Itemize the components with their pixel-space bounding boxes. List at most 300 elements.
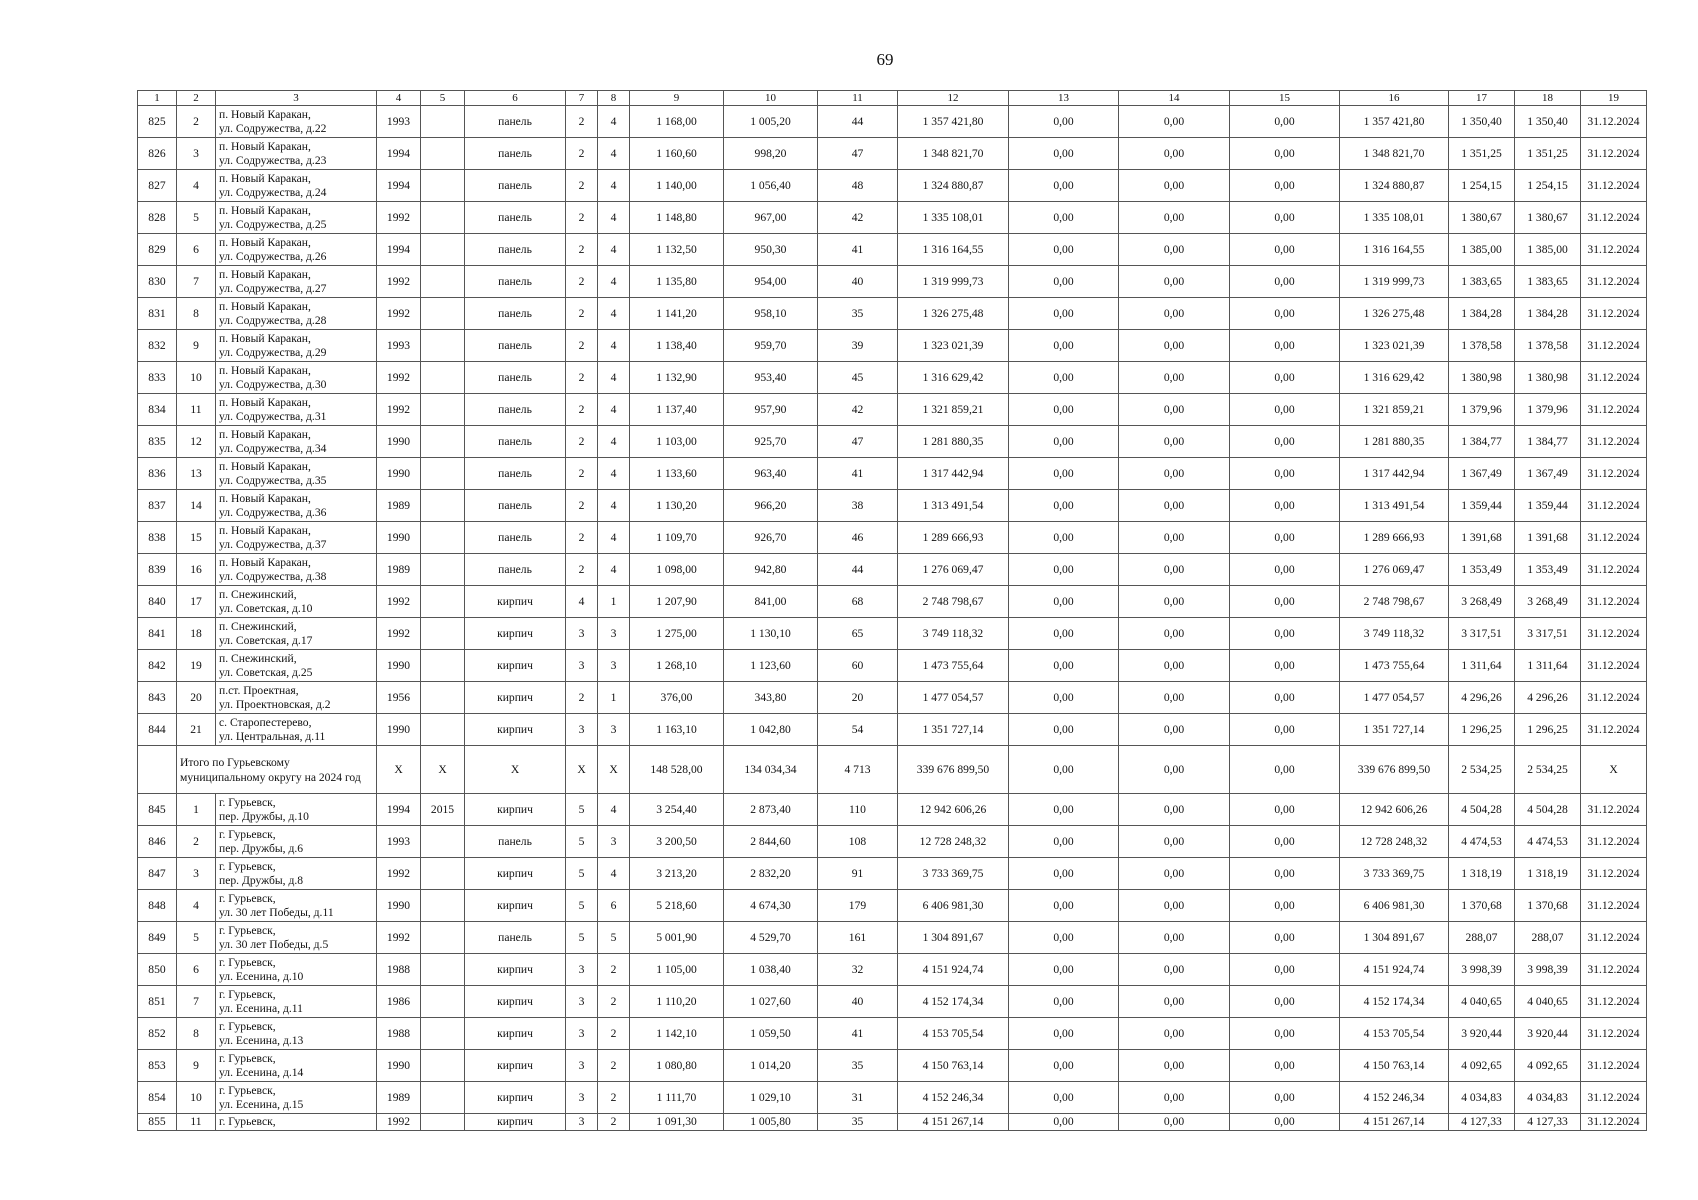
floors-cell: 2	[566, 330, 598, 362]
address-street: пер. Дружбы, д.6	[219, 841, 304, 855]
row-index-cell: 8	[177, 298, 216, 330]
wall-material-cell: кирпич	[465, 954, 566, 986]
year-built-cell: 1992	[377, 202, 421, 234]
year-built-cell: 1989	[377, 554, 421, 586]
address-cell	[216, 858, 377, 890]
residents-cell: 46	[818, 522, 898, 554]
max-unit-cost-cell: 4 474,53	[1515, 826, 1581, 858]
max-unit-cost-cell: 1 350,40	[1515, 106, 1581, 138]
total-value-cell: 0,00	[1119, 746, 1230, 794]
row-number-cell: 850	[138, 954, 177, 986]
residents-cell: 40	[818, 986, 898, 1018]
floors-cell: 3	[566, 1018, 598, 1050]
unit-cost-cell: 4 092,65	[1449, 1050, 1515, 1082]
living-area-cell: 1 042,80	[724, 714, 818, 746]
unit-cost-cell: 1 385,00	[1449, 234, 1515, 266]
row-index-cell: 11	[177, 394, 216, 426]
row-number-cell: 834	[138, 394, 177, 426]
table-row	[138, 986, 1647, 1018]
total-cost-cell: 1 276 069,47	[898, 554, 1009, 586]
row-number-cell: 854	[138, 1082, 177, 1114]
floors-cell: 2	[566, 202, 598, 234]
empty-cell	[138, 746, 177, 794]
deadline-cell: 31.12.2024	[1581, 922, 1647, 954]
living-area-cell: 343,80	[724, 682, 818, 714]
year-commissioned-cell	[421, 426, 465, 458]
table-row	[138, 554, 1647, 586]
row-number-cell: 845	[138, 794, 177, 826]
wall-material-cell: панель	[465, 106, 566, 138]
living-area-cell: 1 038,40	[724, 954, 818, 986]
row-index-cell: 20	[177, 682, 216, 714]
regional-cost-cell: 0,00	[1119, 650, 1230, 682]
row-number-cell: 842	[138, 650, 177, 682]
address-street: ул. 30 лет Победы, д.5	[219, 937, 329, 951]
residents-cell: 45	[818, 362, 898, 394]
address-street: ул. Есенина, д.15	[219, 1097, 304, 1111]
total-value-cell: X	[1581, 746, 1647, 794]
max-unit-cost-cell: 1 254,15	[1515, 170, 1581, 202]
address-street: ул. Содружества, д.36	[219, 505, 327, 519]
column-number-header: 14	[1119, 91, 1230, 106]
deadline-cell: 31.12.2024	[1581, 394, 1647, 426]
owners-cost-cell: 1 473 755,64	[1340, 650, 1449, 682]
floors-cell: 2	[566, 426, 598, 458]
regional-cost-cell: 0,00	[1119, 426, 1230, 458]
owners-cost-cell: 12 942 606,26	[1340, 794, 1449, 826]
fund-cost-cell: 0,00	[1009, 522, 1119, 554]
address-locality: п. Новый Каракан,	[219, 107, 311, 121]
column-number-header: 1	[138, 91, 177, 106]
regional-cost-cell: 0,00	[1119, 1082, 1230, 1114]
total-cost-cell: 1 321 859,21	[898, 394, 1009, 426]
residents-cell: 41	[818, 458, 898, 490]
total-area-cell: 1 110,20	[630, 986, 724, 1018]
total-value-cell: X	[465, 746, 566, 794]
wall-material-cell: панель	[465, 202, 566, 234]
address-street: ул. Центральная, д.11	[219, 729, 326, 743]
address-street: ул. Есенина, д.11	[219, 1001, 303, 1015]
floors-cell: 2	[566, 490, 598, 522]
row-index-cell: 19	[177, 650, 216, 682]
total-cost-cell: 3 733 369,75	[898, 858, 1009, 890]
deadline-cell: 31.12.2024	[1581, 1082, 1647, 1114]
total-area-cell: 3 213,20	[630, 858, 724, 890]
deadline-cell: 31.12.2024	[1581, 138, 1647, 170]
table-row	[138, 394, 1647, 426]
address-locality: п. Снежинский,	[219, 651, 297, 665]
year-built-cell: 1989	[377, 490, 421, 522]
row-number-cell: 843	[138, 682, 177, 714]
table-row	[138, 298, 1647, 330]
address-locality: с. Старопестерево,	[219, 715, 312, 729]
table-row	[138, 138, 1647, 170]
year-built-cell: 1992	[377, 394, 421, 426]
owners-cost-cell: 1 304 891,67	[1340, 922, 1449, 954]
table-row	[138, 458, 1647, 490]
total-area-cell: 1 207,90	[630, 586, 724, 618]
owners-cost-cell: 1 313 491,54	[1340, 490, 1449, 522]
row-index-cell: 10	[177, 1082, 216, 1114]
wall-material-cell: кирпич	[465, 890, 566, 922]
residents-cell: 110	[818, 794, 898, 826]
unit-cost-cell: 1 350,40	[1449, 106, 1515, 138]
regional-cost-cell: 0,00	[1119, 586, 1230, 618]
year-commissioned-cell	[421, 1082, 465, 1114]
wall-material-cell: кирпич	[465, 1018, 566, 1050]
local-cost-cell: 0,00	[1230, 490, 1340, 522]
local-cost-cell: 0,00	[1230, 890, 1340, 922]
year-built-cell: 1994	[377, 138, 421, 170]
owners-cost-cell: 1 281 880,35	[1340, 426, 1449, 458]
address-cell	[216, 138, 377, 170]
total-cost-cell: 1 289 666,93	[898, 522, 1009, 554]
total-area-cell: 1 137,40	[630, 394, 724, 426]
max-unit-cost-cell: 1 318,19	[1515, 858, 1581, 890]
fund-cost-cell: 0,00	[1009, 986, 1119, 1018]
row-index-cell: 21	[177, 714, 216, 746]
column-number-header: 4	[377, 91, 421, 106]
floors-cell: 2	[566, 522, 598, 554]
table-row	[138, 890, 1647, 922]
entrances-cell: 6	[598, 890, 630, 922]
column-number-header: 3	[216, 91, 377, 106]
unit-cost-cell: 1 351,25	[1449, 138, 1515, 170]
total-label-cell: Итого по Гурьевскому муниципальному округу на 2024 год	[177, 746, 377, 794]
local-cost-cell: 0,00	[1230, 522, 1340, 554]
address-cell	[216, 330, 377, 362]
deadline-cell: 31.12.2024	[1581, 298, 1647, 330]
deadline-cell: 31.12.2024	[1581, 266, 1647, 298]
year-built-cell: 1992	[377, 586, 421, 618]
address-cell	[216, 202, 377, 234]
year-commissioned-cell	[421, 714, 465, 746]
year-built-cell: 1989	[377, 1082, 421, 1114]
address-cell	[216, 266, 377, 298]
local-cost-cell: 0,00	[1230, 954, 1340, 986]
owners-cost-cell: 1 324 880,87	[1340, 170, 1449, 202]
address-cell	[216, 890, 377, 922]
row-number-cell: 837	[138, 490, 177, 522]
deadline-cell: 31.12.2024	[1581, 826, 1647, 858]
table-row	[138, 1082, 1647, 1114]
owners-cost-cell: 1 477 054,57	[1340, 682, 1449, 714]
entrances-cell: 2	[598, 986, 630, 1018]
address-locality: г. Гурьевск,	[219, 1051, 276, 1065]
address-cell	[216, 298, 377, 330]
regional-cost-cell: 0,00	[1119, 170, 1230, 202]
row-index-cell: 14	[177, 490, 216, 522]
row-index-cell: 2	[177, 826, 216, 858]
residents-cell: 54	[818, 714, 898, 746]
address-cell	[216, 458, 377, 490]
unit-cost-cell: 1 378,58	[1449, 330, 1515, 362]
owners-cost-cell: 1 317 442,94	[1340, 458, 1449, 490]
fund-cost-cell: 0,00	[1009, 138, 1119, 170]
regional-cost-cell: 0,00	[1119, 234, 1230, 266]
address-locality: п. Новый Каракан,	[219, 427, 311, 441]
year-built-cell: 1956	[377, 682, 421, 714]
column-number-header: 11	[818, 91, 898, 106]
residents-cell: 40	[818, 266, 898, 298]
address-cell	[216, 362, 377, 394]
year-built-cell: 1990	[377, 890, 421, 922]
row-index-cell: 18	[177, 618, 216, 650]
year-commissioned-cell	[421, 682, 465, 714]
residents-cell: 44	[818, 106, 898, 138]
deadline-cell: 31.12.2024	[1581, 1050, 1647, 1082]
address-locality: п. Новый Каракан,	[219, 299, 311, 313]
regional-cost-cell: 0,00	[1119, 922, 1230, 954]
local-cost-cell: 0,00	[1230, 234, 1340, 266]
residents-cell: 47	[818, 426, 898, 458]
year-commissioned-cell	[421, 458, 465, 490]
total-value-cell: 2 534,25	[1449, 746, 1515, 794]
wall-material-cell: кирпич	[465, 650, 566, 682]
wall-material-cell: панель	[465, 234, 566, 266]
entrances-cell: 4	[598, 490, 630, 522]
row-number-cell: 847	[138, 858, 177, 890]
address-locality: п. Новый Каракан,	[219, 459, 311, 473]
address-cell	[216, 650, 377, 682]
row-number-cell: 838	[138, 522, 177, 554]
row-number-cell: 826	[138, 138, 177, 170]
table-row	[138, 714, 1647, 746]
entrances-cell: 3	[598, 826, 630, 858]
deadline-cell: 31.12.2024	[1581, 106, 1647, 138]
address-locality: п. Снежинский,	[219, 587, 297, 601]
total-value-cell: 0,00	[1009, 746, 1119, 794]
residents-cell: 42	[818, 394, 898, 426]
year-commissioned-cell	[421, 490, 465, 522]
residents-cell: 48	[818, 170, 898, 202]
total-area-cell: 3 254,40	[630, 794, 724, 826]
deadline-cell: 31.12.2024	[1581, 794, 1647, 826]
residents-cell: 179	[818, 890, 898, 922]
floors-cell: 2	[566, 458, 598, 490]
floors-cell: 2	[566, 554, 598, 586]
floors-cell: 5	[566, 826, 598, 858]
total-area-cell: 1 275,00	[630, 618, 724, 650]
entrances-cell: 3	[598, 650, 630, 682]
total-cost-cell: 1 323 021,39	[898, 330, 1009, 362]
living-area-cell: 1 005,80	[724, 1114, 818, 1131]
total-area-cell: 1 091,30	[630, 1114, 724, 1131]
total-area-cell: 1 142,10	[630, 1018, 724, 1050]
address-locality: г. Гурьевск,	[219, 1019, 276, 1033]
regional-cost-cell: 0,00	[1119, 986, 1230, 1018]
entrances-cell: 4	[598, 330, 630, 362]
address-street: ул. Содружества, д.24	[219, 185, 327, 199]
total-area-cell: 5 001,90	[630, 922, 724, 954]
year-built-cell: 1994	[377, 170, 421, 202]
regional-cost-cell: 0,00	[1119, 394, 1230, 426]
total-area-cell: 1 103,00	[630, 426, 724, 458]
floors-cell: 3	[566, 986, 598, 1018]
floors-cell: 3	[566, 1114, 598, 1131]
column-number-header: 2	[177, 91, 216, 106]
year-built-cell: 1986	[377, 986, 421, 1018]
entrances-cell: 1	[598, 682, 630, 714]
owners-cost-cell: 1 326 275,48	[1340, 298, 1449, 330]
address-street: ул. Содружества, д.27	[219, 281, 327, 295]
total-cost-cell: 6 406 981,30	[898, 890, 1009, 922]
row-index-cell: 17	[177, 586, 216, 618]
address-street: ул. Проектновская, д.2	[219, 697, 331, 711]
entrances-cell: 2	[598, 954, 630, 986]
unit-cost-cell: 3 920,44	[1449, 1018, 1515, 1050]
address-locality: п. Новый Каракан,	[219, 555, 311, 569]
max-unit-cost-cell: 288,07	[1515, 922, 1581, 954]
address-street: ул. Содружества, д.29	[219, 345, 327, 359]
row-index-cell: 3	[177, 138, 216, 170]
fund-cost-cell: 0,00	[1009, 826, 1119, 858]
total-cost-cell: 1 316 629,42	[898, 362, 1009, 394]
regional-cost-cell: 0,00	[1119, 522, 1230, 554]
row-index-cell: 10	[177, 362, 216, 394]
floors-cell: 3	[566, 1082, 598, 1114]
row-number-cell: 827	[138, 170, 177, 202]
max-unit-cost-cell: 1 380,67	[1515, 202, 1581, 234]
unit-cost-cell: 3 268,49	[1449, 586, 1515, 618]
entrances-cell: 4	[598, 298, 630, 330]
page-number: 69	[876, 50, 894, 69]
address-street: ул. Содружества, д.38	[219, 569, 327, 583]
row-index-cell: 9	[177, 1050, 216, 1082]
address-locality: п. Новый Каракан,	[219, 267, 311, 281]
year-commissioned-cell	[421, 954, 465, 986]
floors-cell: 3	[566, 954, 598, 986]
year-built-cell: 1990	[377, 426, 421, 458]
total-cost-cell: 1 351 727,14	[898, 714, 1009, 746]
wall-material-cell: кирпич	[465, 618, 566, 650]
local-cost-cell: 0,00	[1230, 266, 1340, 298]
max-unit-cost-cell: 1 296,25	[1515, 714, 1581, 746]
table-row	[138, 794, 1647, 826]
max-unit-cost-cell: 1 367,49	[1515, 458, 1581, 490]
row-number-cell: 841	[138, 618, 177, 650]
regional-cost-cell: 0,00	[1119, 890, 1230, 922]
floors-cell: 5	[566, 922, 598, 954]
total-area-cell: 5 218,60	[630, 890, 724, 922]
unit-cost-cell: 4 474,53	[1449, 826, 1515, 858]
entrances-cell: 4	[598, 138, 630, 170]
deadline-cell: 31.12.2024	[1581, 522, 1647, 554]
year-commissioned-cell	[421, 170, 465, 202]
living-area-cell: 925,70	[724, 426, 818, 458]
residents-cell: 41	[818, 1018, 898, 1050]
fund-cost-cell: 0,00	[1009, 234, 1119, 266]
table-body	[138, 106, 1647, 1131]
living-area-cell: 942,80	[724, 554, 818, 586]
entrances-cell: 4	[598, 266, 630, 298]
row-number-cell: 848	[138, 890, 177, 922]
address-street: пер. Дружбы, д.10	[219, 809, 309, 823]
living-area-cell: 1 027,60	[724, 986, 818, 1018]
wall-material-cell: панель	[465, 554, 566, 586]
living-area-cell: 4 529,70	[724, 922, 818, 954]
max-unit-cost-cell: 4 127,33	[1515, 1114, 1581, 1131]
total-value-cell: 2 534,25	[1515, 746, 1581, 794]
residents-cell: 108	[818, 826, 898, 858]
deadline-cell: 31.12.2024	[1581, 426, 1647, 458]
row-index-cell: 15	[177, 522, 216, 554]
deadline-cell: 31.12.2024	[1581, 954, 1647, 986]
wall-material-cell: кирпич	[465, 1114, 566, 1131]
year-built-cell: 1992	[377, 298, 421, 330]
row-number-cell: 830	[138, 266, 177, 298]
total-cost-cell: 4 153 705,54	[898, 1018, 1009, 1050]
total-cost-cell: 1 316 164,55	[898, 234, 1009, 266]
total-cost-cell: 1 324 880,87	[898, 170, 1009, 202]
entrances-cell: 4	[598, 794, 630, 826]
total-value-cell: X	[421, 746, 465, 794]
local-cost-cell: 0,00	[1230, 394, 1340, 426]
address-locality: п. Новый Каракан,	[219, 235, 311, 249]
residents-cell: 39	[818, 330, 898, 362]
max-unit-cost-cell: 1 384,77	[1515, 426, 1581, 458]
row-number-cell: 853	[138, 1050, 177, 1082]
total-area-cell: 1 160,60	[630, 138, 724, 170]
wall-material-cell: панель	[465, 330, 566, 362]
year-commissioned-cell	[421, 890, 465, 922]
table-row	[138, 106, 1647, 138]
row-index-cell: 8	[177, 1018, 216, 1050]
fund-cost-cell: 0,00	[1009, 106, 1119, 138]
row-number-cell: 836	[138, 458, 177, 490]
local-cost-cell: 0,00	[1230, 1018, 1340, 1050]
total-area-cell: 1 148,80	[630, 202, 724, 234]
max-unit-cost-cell: 4 092,65	[1515, 1050, 1581, 1082]
total-area-cell: 1 135,80	[630, 266, 724, 298]
total-cost-cell: 12 942 606,26	[898, 794, 1009, 826]
fund-cost-cell: 0,00	[1009, 426, 1119, 458]
total-area-cell: 1 098,00	[630, 554, 724, 586]
unit-cost-cell: 4 127,33	[1449, 1114, 1515, 1131]
deadline-cell: 31.12.2024	[1581, 986, 1647, 1018]
regional-cost-cell: 0,00	[1119, 1050, 1230, 1082]
deadline-cell: 31.12.2024	[1581, 682, 1647, 714]
wall-material-cell: панель	[465, 298, 566, 330]
regional-cost-cell: 0,00	[1119, 458, 1230, 490]
fund-cost-cell: 0,00	[1009, 954, 1119, 986]
deadline-cell: 31.12.2024	[1581, 330, 1647, 362]
floors-cell: 3	[566, 650, 598, 682]
owners-cost-cell: 1 276 069,47	[1340, 554, 1449, 586]
table-row	[138, 954, 1647, 986]
total-value-cell: 134 034,34	[724, 746, 818, 794]
entrances-cell: 1	[598, 586, 630, 618]
address-cell	[216, 490, 377, 522]
unit-cost-cell: 1 311,64	[1449, 650, 1515, 682]
owners-cost-cell: 3 749 118,32	[1340, 618, 1449, 650]
row-number-cell: 840	[138, 586, 177, 618]
owners-cost-cell: 4 152 246,34	[1340, 1082, 1449, 1114]
owners-cost-cell: 1 316 164,55	[1340, 234, 1449, 266]
address-street: ул. Содружества, д.30	[219, 377, 327, 391]
address-street: ул. Советская, д.25	[219, 665, 313, 679]
local-cost-cell: 0,00	[1230, 554, 1340, 586]
total-cost-cell: 3 749 118,32	[898, 618, 1009, 650]
fund-cost-cell: 0,00	[1009, 794, 1119, 826]
year-built-cell: 1992	[377, 618, 421, 650]
deadline-cell: 31.12.2024	[1581, 234, 1647, 266]
row-index-cell: 5	[177, 922, 216, 954]
table-row	[138, 202, 1647, 234]
row-number-cell: 855	[138, 1114, 177, 1131]
owners-cost-cell: 3 733 369,75	[1340, 858, 1449, 890]
floors-cell: 2	[566, 682, 598, 714]
